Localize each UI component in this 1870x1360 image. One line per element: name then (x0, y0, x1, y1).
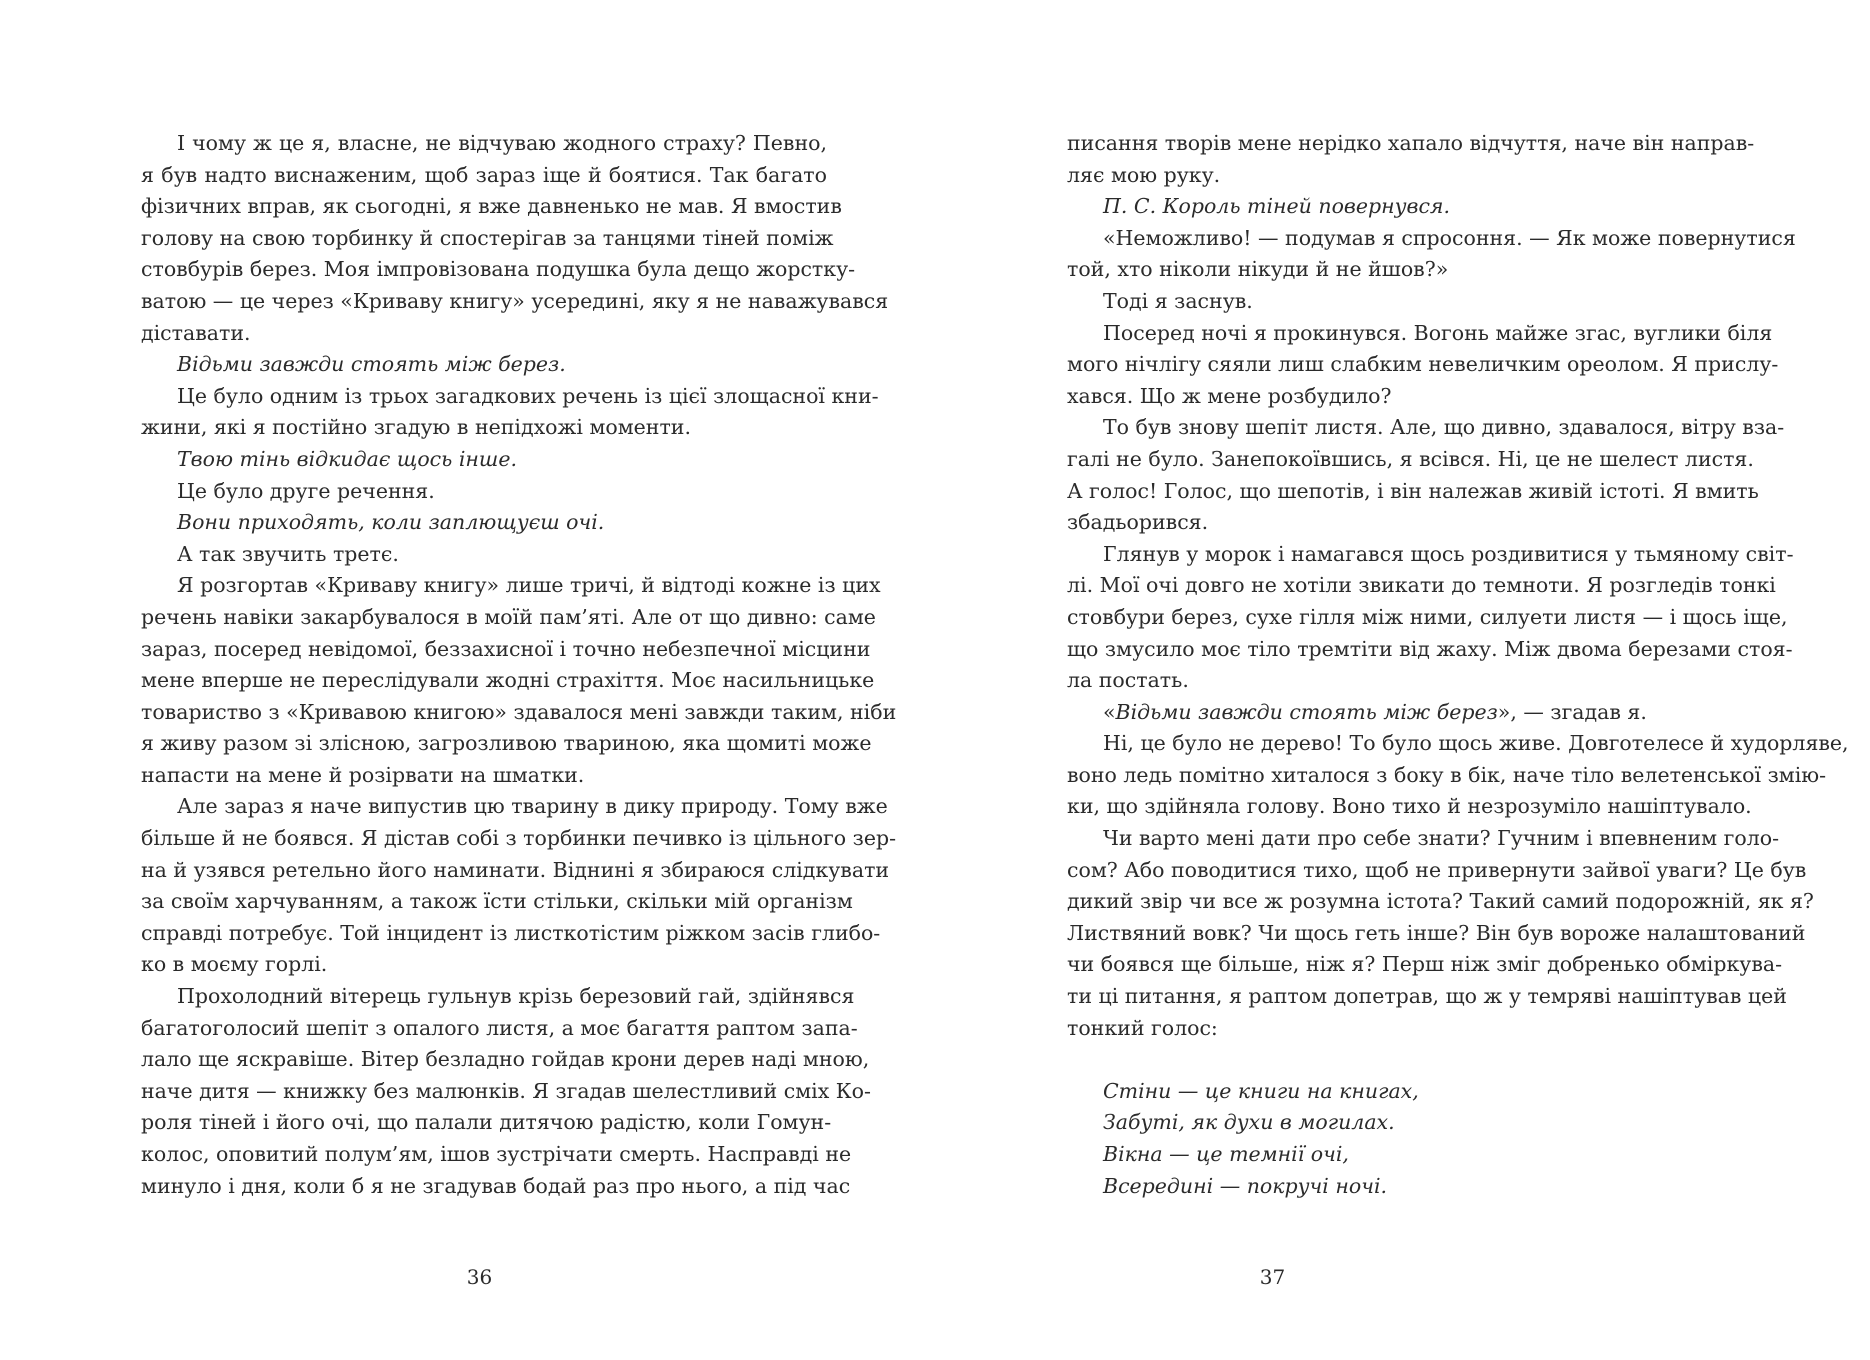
text-line: Прохолодний вітерець гульнув крізь березовий гай, здійнявся (177, 984, 855, 1009)
text-line: жини, які я постійно згадую в непідхожі моменти. (141, 415, 691, 440)
text-line: за своїм харчуванням, а також їсти стільки, скільки мій організм (141, 889, 853, 914)
text-line: П. С. Король тіней повернувся. (1103, 194, 1451, 219)
text-line: зараз, посеред невідомої, беззахисної і точно небезпечної місцини (141, 636, 871, 661)
text-line: що змусило моє тіло тремтіти від жаху. Між двома березами стоя- (1067, 636, 1793, 661)
page-number: 36 (466, 1265, 493, 1289)
text-line: діставати. (141, 320, 251, 345)
text-line: на й узявся ретельно його наминати. Віднині я збираюся слідкувати (141, 857, 890, 882)
text-line: лі. Мої очі довго не хотіли звикати до темноти. Я розгледів тонкі (1067, 573, 1776, 598)
text-line: чи боявся ще більше, ніж я? Перш ніж зміг добренько обміркува- (1067, 952, 1783, 977)
text-line: напасти на мене й розірвати на шматки. (141, 762, 585, 787)
text-line: справді потребує. Той інцидент із листкотістим ріжком засів глибо- (141, 920, 881, 945)
text-line: роля тіней і його очі, що палали дитячою радістю, коли Гомун- (141, 1110, 832, 1135)
text-line: І чому ж це я, власне, не відчуваю жодного страху? Певно, (177, 131, 827, 155)
text-line: мене вперше не переслідували жодні страхіття. Моє насильницьке (141, 668, 875, 693)
text-line: голову на свою торбинку й спостерігав за танцями тіней поміж (141, 225, 834, 250)
text-line: воно ледь помітно хиталося з боку в бік, наче тіло велетенської змію- (1067, 762, 1827, 787)
text-line: збадьорився. (1067, 510, 1209, 535)
poem-line: Стіни — це книги на книгах, (1103, 1078, 1419, 1103)
text-line: писання творів мене нерідко хапало відчуття, наче він направ- (1067, 131, 1755, 155)
text-line: наче дитя — книжку без малюнків. Я згадав шелестливий сміх Ко- (141, 1078, 871, 1103)
text-line: той, хто ніколи нікуди й не йшов?» (1067, 257, 1449, 282)
text-line: тонкий голос: (1067, 1015, 1218, 1040)
text-line: Чи варто мені дати про себе знати? Гучним і впевненим голо- (1103, 826, 1779, 851)
stanza-gap (1067, 1044, 1753, 1076)
text-line: фізичних вправ, як сьогодні, я вже давненько не мав. Я вмостив (141, 194, 842, 219)
text-line: лало ще яскравіше. Вітер безладно гойдав крони дерев наді мною, (141, 1047, 870, 1072)
text-line: я живу разом зі злісною, загрозливою твариною, яка щомиті може (141, 731, 872, 756)
text-line: Але зараз я наче випустив цю тварину в дику природу. Тому вже (177, 794, 888, 819)
text-line: Посеред ночі я прокинувся. Вогонь майже згас, вуглики біля (1103, 320, 1773, 345)
text-line: Це було друге речення. (177, 478, 435, 503)
text-line: А голос! Голос, що шепотів, і він належав живій істоті. Я вмить (1067, 478, 1759, 503)
text-line: дикий звір чи все ж розумна істота? Такий самий подорожній, як я? (1067, 889, 1814, 914)
text-line: Відьми завжди стоять між берез. (177, 352, 566, 377)
text-line: товариство з «Кривавою книгою» здавалося мені завжди таким, ніби (141, 699, 897, 724)
text-line: стовбури берез, сухе гілля між ними, силуети листя — і щось іще, (1067, 604, 1788, 629)
text-line: мого нічлігу сяяли лиш слабким невеличким ореолом. Я прислу- (1067, 352, 1779, 377)
text-line: ла постать. (1067, 668, 1189, 693)
poem-line: Всередині — покручі ночі. (1103, 1173, 1388, 1198)
text-line: ки, що здійняла голову. Воно тихо й незрозуміло нашіптувало. (1067, 794, 1752, 819)
poem-line: Вікна — це темнії очі, (1103, 1142, 1349, 1166)
text-line: «Відьми завжди стоять між берез», — згадав я. (1103, 699, 1647, 724)
text-line: Глянув у морок і намагався щось роздивитися у тьмяному світ- (1103, 541, 1794, 566)
text-line: я був надто виснаженим, щоб зараз іще й боятися. Так багато (141, 162, 827, 187)
text-line: галі не було. Занепокоївшись, я всівся. Ні, це не шелест листя. (1067, 446, 1754, 471)
poem-line: Забуті, як духи в могилах. (1103, 1110, 1395, 1135)
right-page (935, 0, 1870, 1360)
text-line: минуло і дня, коли б я не згадував бодай раз про нього, а під час (141, 1173, 851, 1198)
text-line: багатоголосий шепіт з опалого листя, а моє багаття раптом запа- (141, 1015, 858, 1040)
text-line: Це було одним із трьох загадкових речень із цієї злощасної кни- (177, 383, 879, 408)
page-number: 37 (1259, 1265, 1286, 1289)
text-line: хався. Що ж мене розбудило? (1067, 383, 1392, 408)
text-line: ти ці питання, я раптом допетрав, що ж у темряві нашіптував цей (1067, 984, 1787, 1009)
poem-stanza (1067, 1076, 1753, 1202)
text-line: А так звучить третє. (177, 541, 399, 566)
text-line: Листвяний вовк? Чи щось геть інше? Він був вороже налаштований (1067, 920, 1806, 945)
right-page-text (1067, 128, 1849, 1202)
text-line: колос, оповитий полум’ям, ішов зустрічати смерть. Насправді не (141, 1142, 852, 1166)
text-line: речень навіки закарбувалося в моїй пам’яті. Але от що дивно: саме (141, 604, 876, 629)
text-line: ляє мою руку. (1067, 162, 1221, 187)
text-line: Вони приходять, коли заплющуєш очі. (177, 510, 605, 535)
text-line: Твою тінь відкидає щось інше. (177, 446, 517, 471)
text-line: Тоді я заснув. (1103, 288, 1253, 313)
text-line: стовбурів берез. Моя імпровізована подушка була дещо жорстку- (141, 257, 856, 282)
text-line: ко в моєму горлі. (141, 952, 328, 977)
text-line: ватою — це через «Криваву книгу» усередині, яку я не наважувався (141, 288, 889, 313)
text-line: Ні, це було не дерево! То було щось живе. Довготелесе й худорляве, (1103, 731, 1849, 756)
text-line: Я розгортав «Криваву книгу» лише тричі, й відтоді кожне із цих (177, 573, 881, 598)
text-line: То був знову шепіт листя. Але, що дивно, здавалося, вітру вза- (1103, 415, 1785, 440)
text-line: більше й не боявся. Я дістав собі з торбинки печивко із цільного зер- (141, 826, 897, 851)
text-line: сом? Або поводитися тихо, щоб не привернути зайвої уваги? Це був (1067, 857, 1807, 882)
left-page-text (141, 128, 897, 1202)
text-line: «Неможливо! — подумав я спросоння. — Як може повернутися (1103, 225, 1796, 250)
